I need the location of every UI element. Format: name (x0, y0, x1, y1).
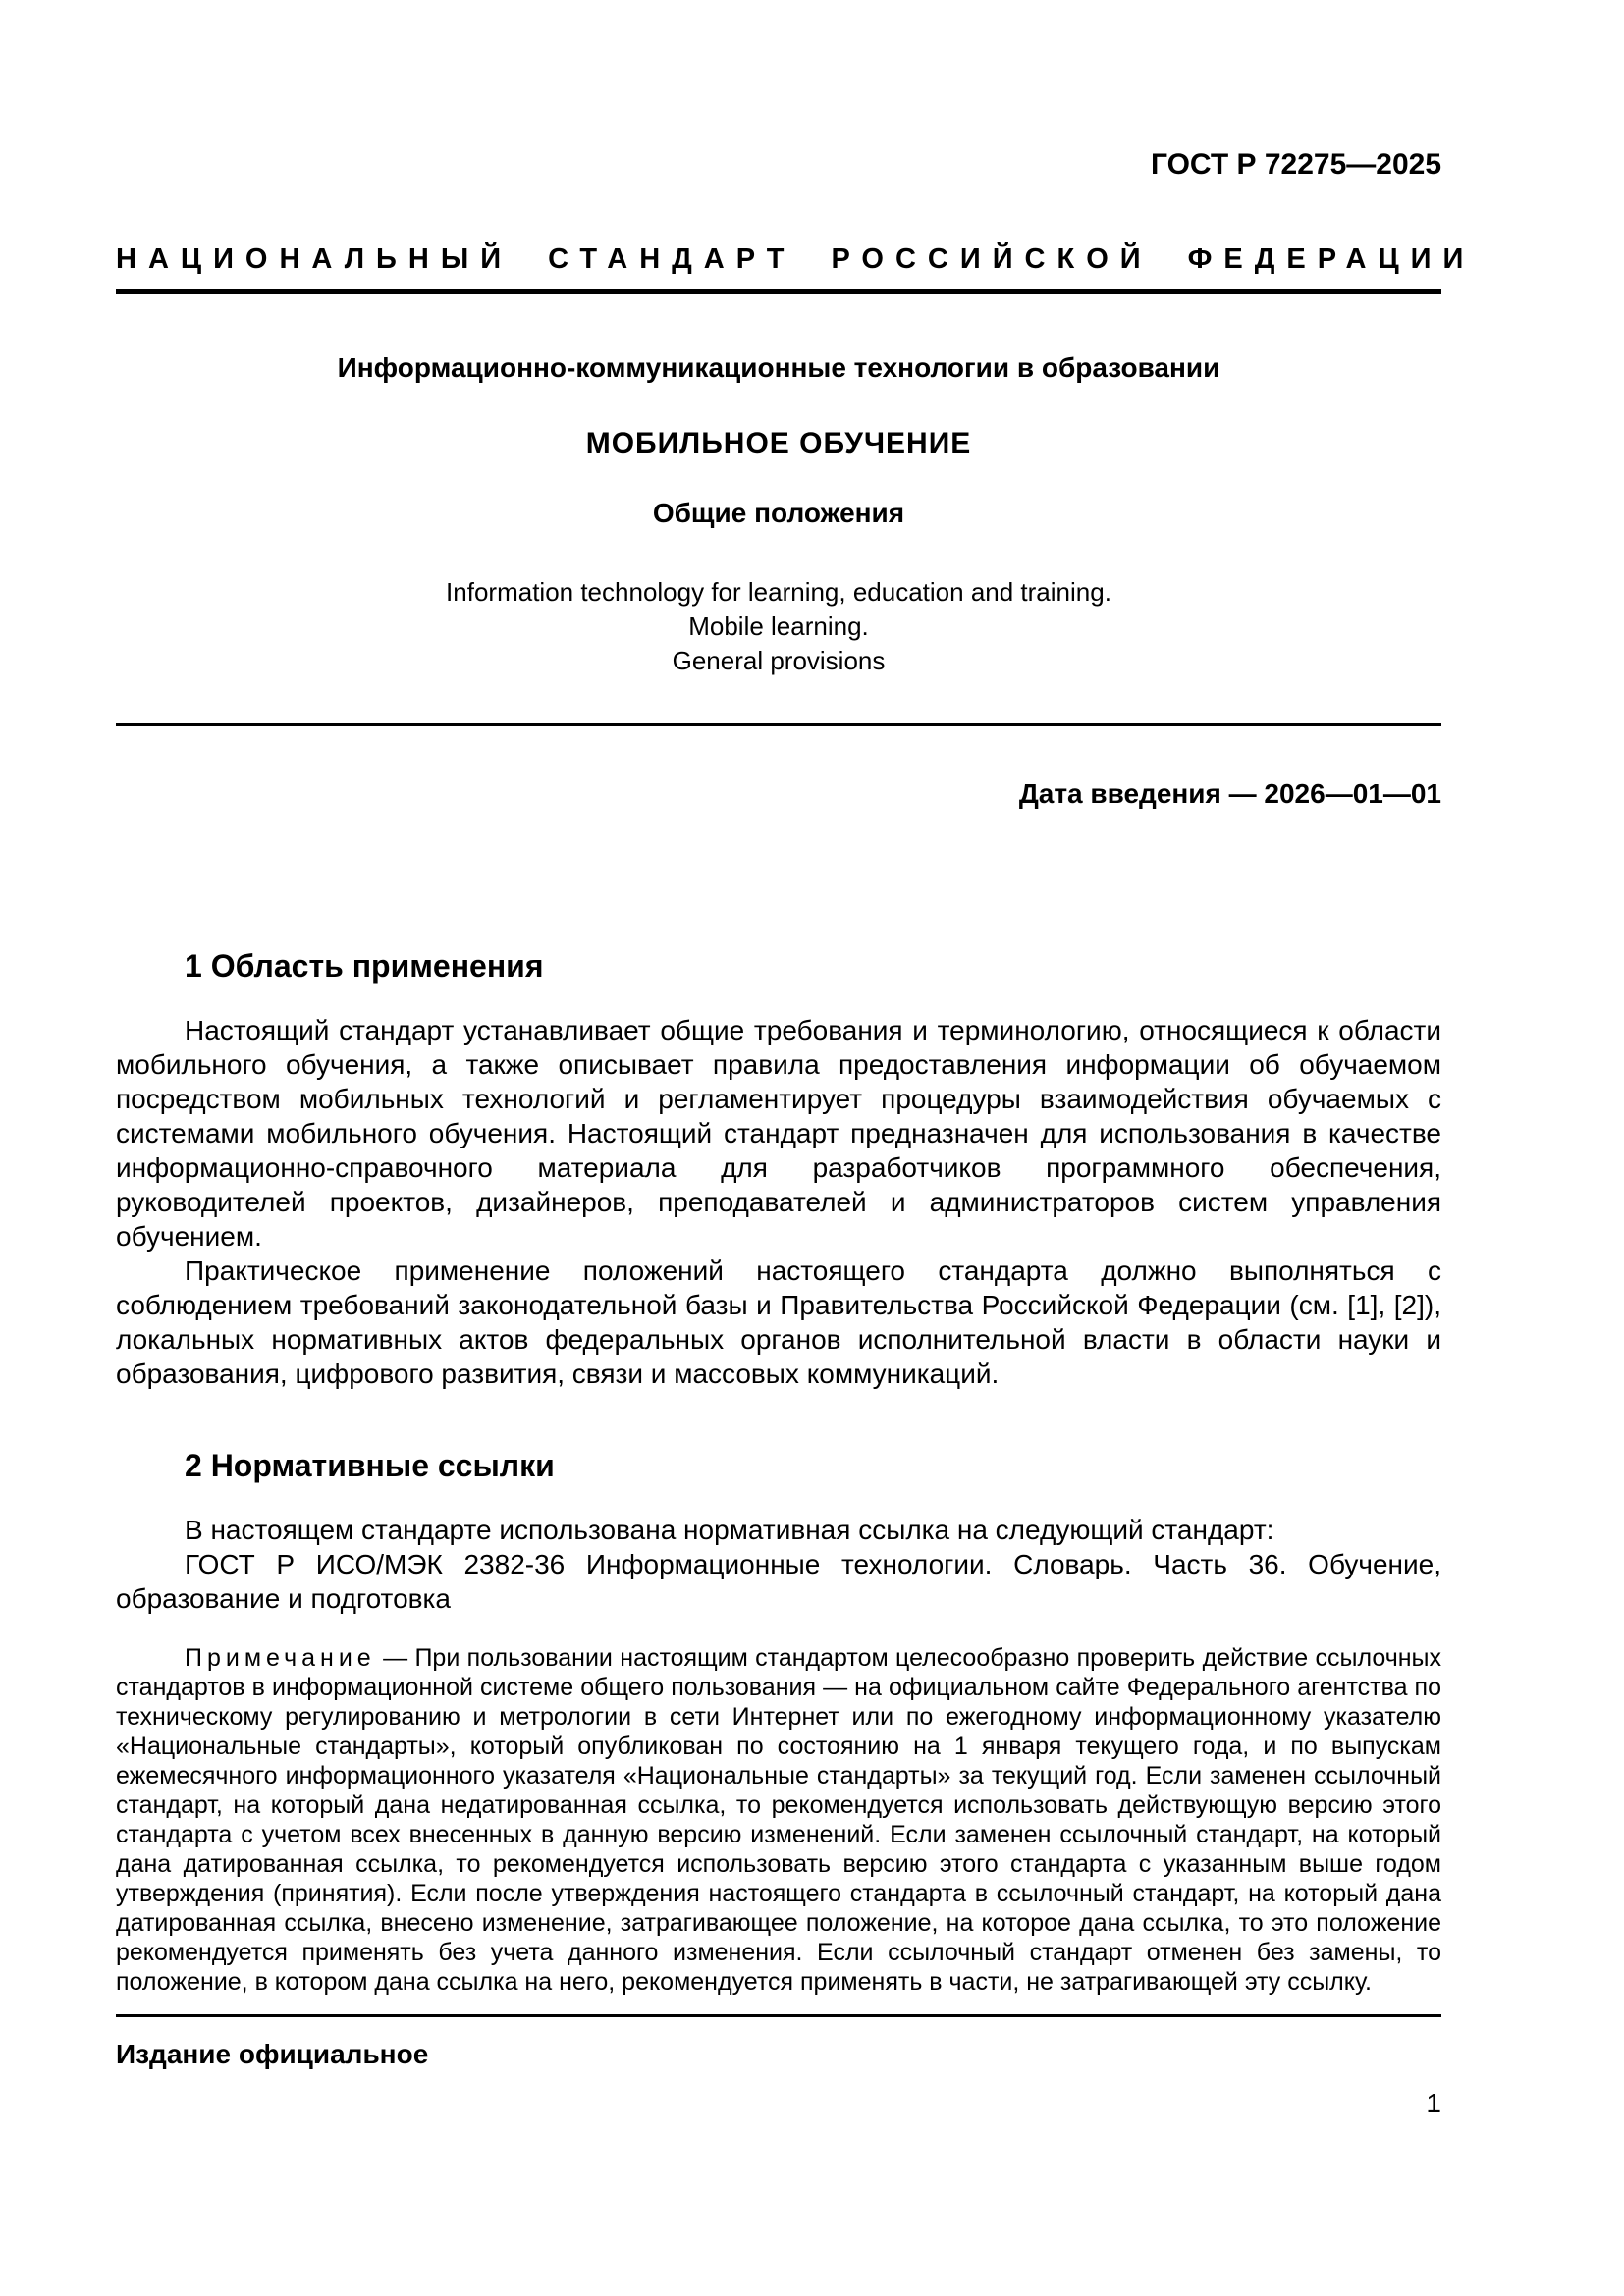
paragraph: В настоящем стандарте использована нормативная ссылка на следующий стандарт: (185, 1515, 1274, 1545)
doc-title-en (116, 575, 1441, 678)
note-text: — При пользовании настоящим стандартом целесообразно проверить действие ссылочных стандартов в информационной системе общего пользования — на официальном сайте Федерального агентства по техническому регулированию и метрологии в сети Интернет или по ежегодному информационному указателю «Национальные стандарты», который опубликован по состоянию на 1 января текущего года, и по выпускам ежемесячного информационного указателя «Национальные стандарты» за текущий год. Если заменен ссылочный стандарт, на который дана недатированная ссылка, то рекомендуется использовать действующую версию этого стандарта с учетом всех внесенных в данную версию изменений. Если заменен ссылочный стандарт, на который дана датированная ссылка, то рекомендуется использовать версию этого стандарта с указанным выше годом утверждения (принятия). Если после утверждения настоящего стандарта в ссылочный стандарт, на который дана датированная ссылка, внесено изменение, затрагивающее положение, на которое дана ссылка, то это положение рекомендуется применять без учета данного изменения. Если ссылочный стандарт отменен без замены, то положение, в котором дана ссылка на него, рекомендуется применять в части, не затрагивающей эту ссылку. (116, 1644, 1441, 1996)
doc-subject-ru: Информационно-коммуникационные технологии в образовании (337, 352, 1220, 383)
title-divider-rule (116, 723, 1441, 726)
doc-title-ru: МОБИЛЬНОЕ ОБУЧЕНИЕ (585, 427, 972, 459)
standard-banner: НАЦИОНАЛЬНЫЙ СТАНДАРТ РОССИЙСКОЙ ФЕДЕРАЦИИ (116, 243, 1476, 275)
effective-date: Дата введения — 2026—01—01 (1018, 778, 1441, 809)
edition-label: Издание официальное (116, 2039, 429, 2069)
section-2-heading: 2 Нормативные ссылки (185, 1448, 555, 1483)
note-label: Примечание (185, 1644, 376, 1672)
doc-title-en-line: General provisions (672, 646, 886, 675)
page-number: 1 (1426, 2088, 1441, 2118)
note (116, 1643, 1441, 1997)
doc-code: ГОСТ Р 72275—2025 (1150, 148, 1441, 181)
doc-title-en-line: Mobile learning. (688, 612, 869, 641)
paragraph: ГОСТ Р ИСО/МЭК 2382-36 Информационные технологии. Словарь. Часть 36. Обучение, образование и подготовка (116, 1549, 1441, 1614)
paragraph: Настоящий стандарт устанавливает общие требования и терминологию, относящиеся к области мобильного обучения, а также описывает правила предоставления информации об обучаемом посредством мобильных технологий и регламентирует процедуры взаимодействия обучаемых с системами мобильного обучения. Настоящий стандарт предназначен для использования в качестве информационно-справочного материала для разработчиков программного обеспечения, руководителей проектов, дизайнеров, преподавателей и администраторов систем управления обучением. (116, 1015, 1441, 1252)
section-1-heading: 1 Область применения (185, 948, 544, 984)
footer-rule (116, 2014, 1441, 2017)
header-thick-rule (116, 289, 1441, 294)
doc-title-en-line: Information technology for learning, education and training. (446, 577, 1111, 607)
doc-subtitle-ru: Общие положения (652, 498, 905, 528)
paragraph: Практическое применение положений настоящего стандарта должно выполняться с соблюдением требований законодательной базы и Правительства Российской Федерации (см. [1], [2]), локальных нормативных актов федеральных органов исполнительной власти в области науки и образования, цифрового развития, связи и массовых коммуникаций. (116, 1255, 1441, 1389)
